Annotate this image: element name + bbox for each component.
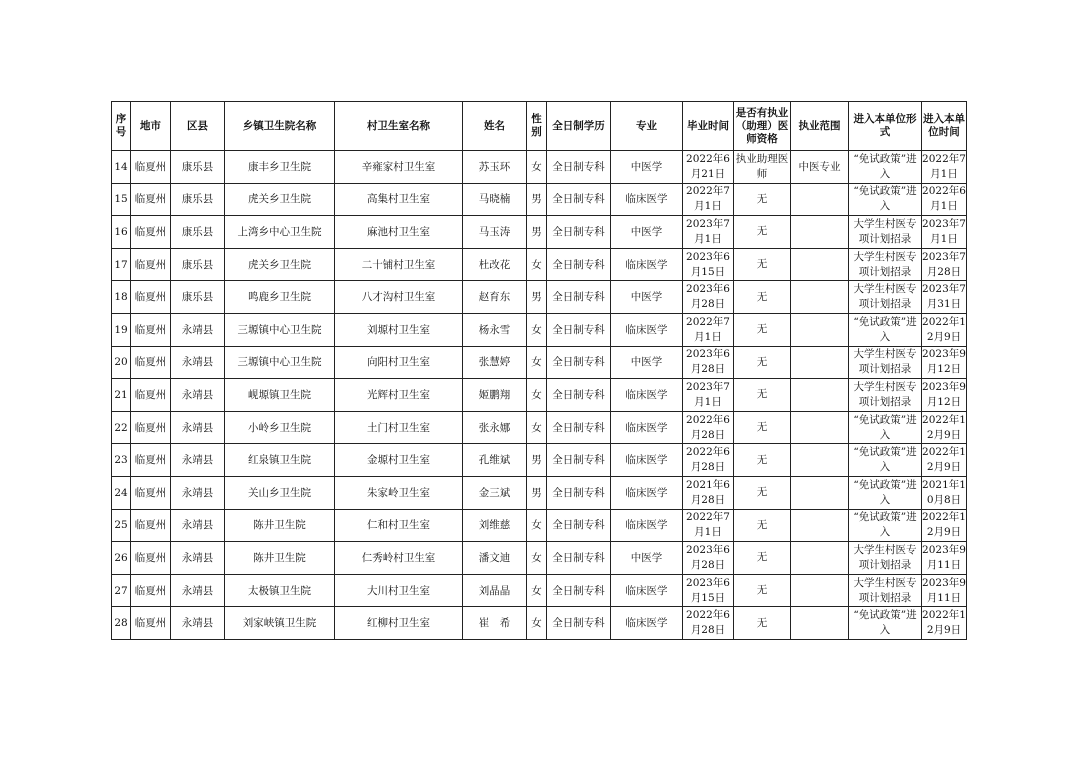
cell-county: 永靖县	[171, 509, 225, 542]
cell-physician-qualification: 无	[734, 444, 791, 477]
cell-physician-qualification: 无	[734, 574, 791, 607]
cell-name: 刘晶晶	[463, 574, 527, 607]
cell-county: 永靖县	[171, 542, 225, 575]
cell-practice-scope	[791, 411, 849, 444]
cell-physician-qualification: 无	[734, 346, 791, 379]
table-row	[112, 379, 967, 412]
cell-name: 赵育东	[463, 281, 527, 314]
cell-city: 临夏州	[131, 281, 171, 314]
cell-education: 全日制专科	[547, 476, 611, 509]
cell-entry-date: 2023年7月1日	[922, 216, 967, 249]
cell-physician-qualification: 无	[734, 313, 791, 346]
cell-city: 临夏州	[131, 216, 171, 249]
table-row	[112, 151, 967, 184]
cell-graduation-date: 2022年6月21日	[683, 151, 734, 184]
cell-graduation-date: 2022年7月1日	[683, 313, 734, 346]
cell-major: 中医学	[611, 542, 683, 575]
table-row	[112, 444, 967, 477]
cell-city: 临夏州	[131, 411, 171, 444]
cell-entry-date: 2023年7月31日	[922, 281, 967, 314]
cell-name: 姬鹏翔	[463, 379, 527, 412]
column-header-name: 姓名	[463, 102, 527, 151]
cell-county: 永靖县	[171, 411, 225, 444]
cell-physician-qualification: 无	[734, 476, 791, 509]
cell-major: 中医学	[611, 216, 683, 249]
cell-entry-method: 大学生村医专项计划招录	[849, 379, 922, 412]
cell-major: 临床医学	[611, 574, 683, 607]
cell-major: 中医学	[611, 151, 683, 184]
cell-entry-date: 2023年9月12日	[922, 346, 967, 379]
cell-major: 临床医学	[611, 313, 683, 346]
cell-village-clinic: 刘塬村卫生室	[335, 313, 463, 346]
column-header-township-hospital: 乡镇卫生院名称	[225, 102, 335, 151]
cell-gender: 女	[527, 542, 547, 575]
cell-name: 潘文迪	[463, 542, 527, 575]
column-header-county: 区县	[171, 102, 225, 151]
cell-county: 永靖县	[171, 313, 225, 346]
cell-physician-qualification: 无	[734, 542, 791, 575]
cell-name: 马晓楠	[463, 183, 527, 216]
cell-entry-method: “免试政策”进入	[849, 151, 922, 184]
cell-county: 永靖县	[171, 574, 225, 607]
cell-entry-method: 大学生村医专项计划招录	[849, 248, 922, 281]
cell-education: 全日制专科	[547, 509, 611, 542]
cell-village-clinic: 仁秀岭村卫生室	[335, 542, 463, 575]
cell-township-hospital: 三塬镇中心卫生院	[225, 346, 335, 379]
table-row	[112, 281, 967, 314]
cell-entry-method: 大学生村医专项计划招录	[849, 216, 922, 249]
cell-graduation-date: 2022年6月28日	[683, 444, 734, 477]
table-row	[112, 574, 967, 607]
cell-village-clinic: 向阳村卫生室	[335, 346, 463, 379]
cell-city: 临夏州	[131, 248, 171, 281]
cell-gender: 男	[527, 476, 547, 509]
cell-graduation-date: 2021年6月28日	[683, 476, 734, 509]
cell-township-hospital: 岘塬镇卫生院	[225, 379, 335, 412]
cell-city: 临夏州	[131, 574, 171, 607]
cell-city: 临夏州	[131, 151, 171, 184]
cell-education: 全日制专科	[547, 313, 611, 346]
cell-physician-qualification: 无	[734, 411, 791, 444]
cell-city: 临夏州	[131, 607, 171, 640]
cell-township-hospital: 红泉镇卫生院	[225, 444, 335, 477]
cell-seq: 22	[112, 411, 131, 444]
cell-entry-method: 大学生村医专项计划招录	[849, 574, 922, 607]
cell-county: 永靖县	[171, 607, 225, 640]
cell-entry-date: 2023年7月28日	[922, 248, 967, 281]
cell-gender: 女	[527, 411, 547, 444]
cell-education: 全日制专科	[547, 216, 611, 249]
cell-seq: 20	[112, 346, 131, 379]
table-row	[112, 411, 967, 444]
cell-graduation-date: 2023年7月1日	[683, 216, 734, 249]
cell-entry-date: 2023年9月11日	[922, 574, 967, 607]
cell-county: 永靖县	[171, 379, 225, 412]
cell-gender: 男	[527, 281, 547, 314]
column-header-seq: 序号	[112, 102, 131, 151]
cell-education: 全日制专科	[547, 607, 611, 640]
cell-education: 全日制专科	[547, 151, 611, 184]
cell-physician-qualification: 无	[734, 248, 791, 281]
cell-seq: 19	[112, 313, 131, 346]
cell-practice-scope	[791, 281, 849, 314]
column-header-gender: 性别	[527, 102, 547, 151]
cell-name: 张永娜	[463, 411, 527, 444]
cell-education: 全日制专科	[547, 346, 611, 379]
cell-gender: 男	[527, 183, 547, 216]
column-header-education: 全日制学历	[547, 102, 611, 151]
table-row	[112, 607, 967, 640]
cell-graduation-date: 2023年6月28日	[683, 542, 734, 575]
cell-county: 永靖县	[171, 476, 225, 509]
cell-physician-qualification: 无	[734, 509, 791, 542]
cell-seq: 17	[112, 248, 131, 281]
cell-practice-scope: 中医专业	[791, 151, 849, 184]
cell-name: 杨永雪	[463, 313, 527, 346]
cell-practice-scope	[791, 346, 849, 379]
cell-name: 刘维慈	[463, 509, 527, 542]
personnel-table	[111, 101, 967, 640]
cell-graduation-date: 2023年6月15日	[683, 574, 734, 607]
cell-practice-scope	[791, 444, 849, 477]
cell-practice-scope	[791, 379, 849, 412]
table-header-row	[112, 102, 967, 151]
cell-physician-qualification: 无	[734, 183, 791, 216]
cell-county: 康乐县	[171, 248, 225, 281]
cell-entry-date: 2022年12月9日	[922, 444, 967, 477]
cell-entry-method: 大学生村医专项计划招录	[849, 346, 922, 379]
cell-city: 临夏州	[131, 379, 171, 412]
cell-physician-qualification: 无	[734, 216, 791, 249]
cell-entry-method: “免试政策”进入	[849, 411, 922, 444]
cell-city: 临夏州	[131, 476, 171, 509]
cell-township-hospital: 上湾乡中心卫生院	[225, 216, 335, 249]
cell-entry-method: “免试政策”进入	[849, 313, 922, 346]
cell-practice-scope	[791, 248, 849, 281]
cell-seq: 26	[112, 542, 131, 575]
cell-township-hospital: 康丰乡卫生院	[225, 151, 335, 184]
cell-entry-method: “免试政策”进入	[849, 183, 922, 216]
cell-village-clinic: 高集村卫生室	[335, 183, 463, 216]
cell-physician-qualification: 无	[734, 607, 791, 640]
cell-county: 康乐县	[171, 216, 225, 249]
cell-entry-method: “免试政策”进入	[849, 444, 922, 477]
cell-name: 杜改花	[463, 248, 527, 281]
cell-village-clinic: 二十铺村卫生室	[335, 248, 463, 281]
table-row	[112, 216, 967, 249]
table-row	[112, 248, 967, 281]
cell-seq: 24	[112, 476, 131, 509]
cell-practice-scope	[791, 542, 849, 575]
cell-entry-method: “免试政策”进入	[849, 476, 922, 509]
cell-city: 临夏州	[131, 183, 171, 216]
column-header-graduation-date: 毕业时间	[683, 102, 734, 151]
cell-graduation-date: 2022年7月1日	[683, 183, 734, 216]
cell-gender: 女	[527, 248, 547, 281]
cell-city: 临夏州	[131, 313, 171, 346]
cell-major: 临床医学	[611, 476, 683, 509]
cell-entry-date: 2022年12月9日	[922, 509, 967, 542]
cell-township-hospital: 关山乡卫生院	[225, 476, 335, 509]
cell-village-clinic: 辛雍家村卫生室	[335, 151, 463, 184]
cell-seq: 21	[112, 379, 131, 412]
cell-name: 崔 希	[463, 607, 527, 640]
cell-major: 临床医学	[611, 444, 683, 477]
cell-physician-qualification: 无	[734, 281, 791, 314]
table-body	[112, 151, 967, 640]
cell-township-hospital: 陈井卫生院	[225, 509, 335, 542]
cell-entry-date: 2021年10月8日	[922, 476, 967, 509]
cell-education: 全日制专科	[547, 183, 611, 216]
cell-major: 临床医学	[611, 607, 683, 640]
cell-gender: 女	[527, 607, 547, 640]
cell-township-hospital: 小岭乡卫生院	[225, 411, 335, 444]
cell-village-clinic: 土门村卫生室	[335, 411, 463, 444]
cell-township-hospital: 陈井卫生院	[225, 542, 335, 575]
cell-village-clinic: 八才沟村卫生室	[335, 281, 463, 314]
cell-township-hospital: 虎关乡卫生院	[225, 248, 335, 281]
cell-practice-scope	[791, 607, 849, 640]
cell-graduation-date: 2022年6月28日	[683, 411, 734, 444]
cell-entry-date: 2022年12月9日	[922, 607, 967, 640]
cell-education: 全日制专科	[547, 248, 611, 281]
cell-graduation-date: 2023年6月28日	[683, 281, 734, 314]
cell-entry-date: 2022年12月9日	[922, 313, 967, 346]
cell-education: 全日制专科	[547, 444, 611, 477]
cell-major: 临床医学	[611, 248, 683, 281]
cell-seq: 23	[112, 444, 131, 477]
cell-name: 马玉涛	[463, 216, 527, 249]
cell-education: 全日制专科	[547, 574, 611, 607]
cell-city: 临夏州	[131, 444, 171, 477]
cell-entry-date: 2022年12月9日	[922, 411, 967, 444]
cell-gender: 女	[527, 346, 547, 379]
column-header-entry-date: 进入本单位时间	[922, 102, 967, 151]
cell-practice-scope	[791, 574, 849, 607]
cell-seq: 14	[112, 151, 131, 184]
cell-practice-scope	[791, 509, 849, 542]
cell-entry-date: 2023年9月12日	[922, 379, 967, 412]
cell-village-clinic: 红柳村卫生室	[335, 607, 463, 640]
cell-county: 康乐县	[171, 151, 225, 184]
cell-township-hospital: 刘家峡镇卫生院	[225, 607, 335, 640]
cell-township-hospital: 鸣鹿乡卫生院	[225, 281, 335, 314]
cell-seq: 25	[112, 509, 131, 542]
cell-city: 临夏州	[131, 346, 171, 379]
cell-physician-qualification: 无	[734, 379, 791, 412]
table-row	[112, 346, 967, 379]
cell-major: 临床医学	[611, 183, 683, 216]
cell-practice-scope	[791, 476, 849, 509]
cell-graduation-date: 2023年7月1日	[683, 379, 734, 412]
cell-education: 全日制专科	[547, 542, 611, 575]
cell-village-clinic: 大川村卫生室	[335, 574, 463, 607]
cell-township-hospital: 三塬镇中心卫生院	[225, 313, 335, 346]
cell-county: 康乐县	[171, 281, 225, 314]
cell-gender: 男	[527, 444, 547, 477]
cell-village-clinic: 仁和村卫生室	[335, 509, 463, 542]
table-row	[112, 542, 967, 575]
cell-township-hospital: 太极镇卫生院	[225, 574, 335, 607]
cell-graduation-date: 2022年6月28日	[683, 607, 734, 640]
column-header-village-clinic: 村卫生室名称	[335, 102, 463, 151]
column-header-physician-qualification: 是否有执业（助理）医师资格	[734, 102, 791, 151]
cell-major: 临床医学	[611, 411, 683, 444]
table-row	[112, 509, 967, 542]
cell-practice-scope	[791, 183, 849, 216]
column-header-city: 地市	[131, 102, 171, 151]
cell-education: 全日制专科	[547, 379, 611, 412]
cell-village-clinic: 光辉村卫生室	[335, 379, 463, 412]
cell-major: 中医学	[611, 346, 683, 379]
table-row	[112, 313, 967, 346]
cell-gender: 女	[527, 151, 547, 184]
cell-graduation-date: 2023年6月28日	[683, 346, 734, 379]
cell-village-clinic: 朱家岭卫生室	[335, 476, 463, 509]
cell-gender: 女	[527, 313, 547, 346]
cell-practice-scope	[791, 313, 849, 346]
cell-gender: 女	[527, 574, 547, 607]
cell-city: 临夏州	[131, 509, 171, 542]
cell-graduation-date: 2023年6月15日	[683, 248, 734, 281]
cell-township-hospital: 虎关乡卫生院	[225, 183, 335, 216]
column-header-major: 专业	[611, 102, 683, 151]
cell-entry-method: 大学生村医专项计划招录	[849, 281, 922, 314]
cell-seq: 27	[112, 574, 131, 607]
table-row	[112, 476, 967, 509]
cell-entry-date: 2023年9月11日	[922, 542, 967, 575]
cell-county: 永靖县	[171, 346, 225, 379]
cell-name: 苏玉环	[463, 151, 527, 184]
cell-seq: 18	[112, 281, 131, 314]
cell-seq: 28	[112, 607, 131, 640]
cell-name: 孔维斌	[463, 444, 527, 477]
cell-seq: 16	[112, 216, 131, 249]
cell-education: 全日制专科	[547, 411, 611, 444]
column-header-entry-method: 进入本单位形式	[849, 102, 922, 151]
cell-village-clinic: 麻池村卫生室	[335, 216, 463, 249]
cell-entry-method: “免试政策”进入	[849, 509, 922, 542]
cell-gender: 女	[527, 379, 547, 412]
cell-practice-scope	[791, 216, 849, 249]
cell-county: 永靖县	[171, 444, 225, 477]
cell-entry-date: 2022年7月1日	[922, 151, 967, 184]
cell-education: 全日制专科	[547, 281, 611, 314]
cell-entry-method: 大学生村医专项计划招录	[849, 542, 922, 575]
cell-seq: 15	[112, 183, 131, 216]
cell-major: 临床医学	[611, 509, 683, 542]
cell-physician-qualification: 执业助理医师	[734, 151, 791, 184]
cell-gender: 男	[527, 216, 547, 249]
cell-graduation-date: 2022年7月1日	[683, 509, 734, 542]
cell-city: 临夏州	[131, 542, 171, 575]
cell-entry-method: “免试政策”进入	[849, 607, 922, 640]
cell-county: 康乐县	[171, 183, 225, 216]
cell-entry-date: 2022年6月1日	[922, 183, 967, 216]
column-header-practice-scope: 执业范围	[791, 102, 849, 151]
cell-village-clinic: 金塬村卫生室	[335, 444, 463, 477]
cell-major: 中医学	[611, 281, 683, 314]
cell-name: 张慧婷	[463, 346, 527, 379]
cell-name: 金三斌	[463, 476, 527, 509]
cell-gender: 女	[527, 509, 547, 542]
cell-major: 临床医学	[611, 379, 683, 412]
table-row	[112, 183, 967, 216]
